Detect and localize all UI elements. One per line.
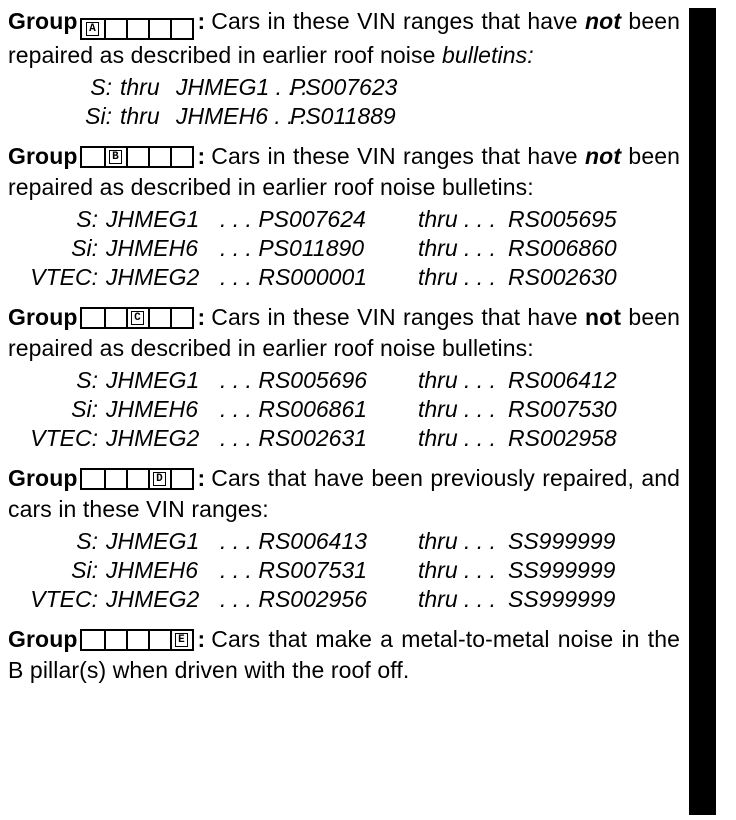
group-label: Group xyxy=(8,8,78,34)
group-letter-box xyxy=(82,20,104,38)
group-letter: B xyxy=(109,150,122,164)
model-label: Si: xyxy=(71,396,98,422)
vin-prefix: JHMEH6 xyxy=(106,557,199,583)
group-letter: E xyxy=(175,633,188,647)
empty-box xyxy=(104,20,126,38)
group-label: Group xyxy=(8,304,78,330)
empty-box xyxy=(104,309,126,327)
group-heading xyxy=(8,141,680,203)
vin-range-row xyxy=(8,366,680,395)
model-label: VTEC: xyxy=(30,425,98,451)
vin-range-row xyxy=(8,205,680,234)
group-label: Group xyxy=(8,143,78,169)
vin-start: . . . RS000001 xyxy=(220,264,368,290)
vin-start: . . . PS007624 xyxy=(220,206,366,232)
group-checkbox-row xyxy=(80,307,194,329)
group-checkbox-row xyxy=(80,146,194,168)
group-section xyxy=(8,463,680,614)
model-label: VTEC: xyxy=(30,264,98,290)
group-description-text: not xyxy=(585,8,622,34)
group-section xyxy=(8,624,680,686)
vin-range-row xyxy=(8,585,680,614)
empty-box xyxy=(148,309,170,327)
group-colon: : xyxy=(197,143,206,169)
thru-label: thru . . . xyxy=(418,425,496,451)
group-description-text: not xyxy=(585,304,622,330)
group-description-text: Cars that make a metal-to-metal noise in the B pillar(s) when driven with the roof off. xyxy=(8,626,680,683)
vin-prefix: JHMEG1 xyxy=(106,206,200,232)
group-letter-box xyxy=(126,309,148,327)
vin-end: RS002630 xyxy=(508,264,617,290)
group-section xyxy=(8,141,680,292)
vin-range-row xyxy=(8,73,680,102)
vin-end: SS999999 xyxy=(508,528,616,554)
group-letter-box xyxy=(148,470,170,488)
group-heading xyxy=(8,463,680,525)
vin-prefix: JHMEG1 xyxy=(106,528,200,554)
vin-prefix: JHMEG1 . . . xyxy=(176,74,308,100)
thru-label: thru . . . xyxy=(418,528,496,554)
margin-tab-mark xyxy=(691,408,705,434)
vin-prefix: JHMEG2 xyxy=(106,425,200,451)
vin-end: RS002958 xyxy=(508,425,617,451)
vin-end: RS005695 xyxy=(508,206,617,232)
group-description-text: been repaired as described in earlier roof noise bulletins: xyxy=(8,304,680,361)
vin-prefix: JHMEG2 xyxy=(106,264,200,290)
vin-prefix: JHMEG1 xyxy=(106,367,200,393)
empty-box xyxy=(170,309,192,327)
model-label: S: xyxy=(76,206,98,232)
group-heading xyxy=(8,624,680,686)
group-description-text: not xyxy=(585,143,622,169)
group-label: Group xyxy=(8,465,78,491)
thru-label: thru . . . xyxy=(418,206,496,232)
vin-end: PS007623 xyxy=(290,74,398,100)
thru-label: thru . . . xyxy=(418,586,496,612)
vin-range-row xyxy=(8,263,680,292)
empty-box xyxy=(148,631,170,649)
empty-box xyxy=(104,470,126,488)
empty-box xyxy=(148,20,170,38)
empty-box xyxy=(82,470,104,488)
vin-range-row xyxy=(8,424,680,453)
group-colon: : xyxy=(197,465,206,491)
vin-end: SS999999 xyxy=(508,557,616,583)
vin-start: . . . RS005696 xyxy=(220,367,368,393)
empty-box xyxy=(82,631,104,649)
empty-box xyxy=(170,20,192,38)
model-label: Si: xyxy=(71,235,98,261)
group-checkbox-row xyxy=(80,629,194,651)
vin-start: . . . RS002956 xyxy=(220,586,368,612)
group-letter: D xyxy=(153,472,166,486)
thru-label: thru . . . xyxy=(418,264,496,290)
group-checkbox-row xyxy=(80,18,194,40)
bulletin-page xyxy=(8,6,680,696)
thru-label: thru . . . xyxy=(418,557,496,583)
group-letter: C xyxy=(131,311,144,325)
vin-prefix: JHMEH6 xyxy=(106,396,199,422)
group-description-text: Cars in these VIN ranges that have xyxy=(211,143,586,169)
group-description-text: been repaired as described in earlier roof noise bulletins: xyxy=(8,143,680,200)
empty-box xyxy=(126,470,148,488)
group-letter-box xyxy=(170,631,192,649)
group-heading xyxy=(8,302,680,364)
vin-end: RS006412 xyxy=(508,367,617,393)
vin-range-row xyxy=(8,395,680,424)
group-description-text: Cars in these VIN ranges that have xyxy=(211,304,586,330)
group-colon: : xyxy=(197,304,206,330)
vin-start: . . . PS011890 xyxy=(220,235,365,261)
group-colon: : xyxy=(197,626,206,652)
vin-range-row xyxy=(8,556,680,585)
group-heading xyxy=(8,6,680,71)
group-description-text: bulletins: xyxy=(441,42,534,68)
vin-range-list xyxy=(8,527,680,614)
thru-label: thru . . . xyxy=(418,367,496,393)
group-colon: : xyxy=(197,8,206,34)
vin-end: RS007530 xyxy=(508,396,617,422)
thru-label: thru xyxy=(120,103,160,129)
model-label: Si: xyxy=(85,103,112,129)
vin-end: RS006860 xyxy=(508,235,617,261)
thru-label: thru xyxy=(120,74,160,100)
group-description-text: Cars in these VIN ranges that have xyxy=(211,8,586,34)
vin-range-row xyxy=(8,527,680,556)
group-label: Group xyxy=(8,626,78,652)
group-checkbox-row xyxy=(80,468,194,490)
vin-end: PS011889 xyxy=(290,103,396,129)
vin-end: SS999999 xyxy=(508,586,616,612)
model-label: S: xyxy=(90,74,112,100)
vin-range-list xyxy=(8,205,680,292)
thru-label: thru . . . xyxy=(418,235,496,261)
vin-start: . . . RS006861 xyxy=(220,396,368,422)
vin-prefix: JHMEH6 . . . xyxy=(176,103,307,129)
vin-range-row xyxy=(8,102,680,131)
model-label: VTEC: xyxy=(30,586,98,612)
vin-start: . . . RS006413 xyxy=(220,528,368,554)
group-description-text: been repaired as described in earlier roof noise xyxy=(8,8,680,68)
vin-start: . . . RS007531 xyxy=(220,557,368,583)
empty-box xyxy=(104,631,126,649)
empty-box xyxy=(148,148,170,166)
model-label: S: xyxy=(76,367,98,393)
empty-box xyxy=(126,631,148,649)
empty-box xyxy=(82,309,104,327)
model-label: Si: xyxy=(71,557,98,583)
empty-box xyxy=(170,148,192,166)
group-description-text: Cars that have been previously repaired, and cars in these VIN ranges: xyxy=(8,465,680,522)
thru-label: thru . . . xyxy=(418,396,496,422)
group-section xyxy=(8,302,680,453)
vin-range-list xyxy=(8,73,680,131)
empty-box xyxy=(82,148,104,166)
empty-box xyxy=(126,148,148,166)
empty-box xyxy=(170,470,192,488)
group-letter-box xyxy=(104,148,126,166)
vin-range-row xyxy=(8,234,680,263)
vin-prefix: JHMEH6 xyxy=(106,235,199,261)
vin-range-list xyxy=(8,366,680,453)
group-letter: A xyxy=(86,22,99,36)
vin-start: . . . RS002631 xyxy=(220,425,368,451)
model-label: S: xyxy=(76,528,98,554)
vin-prefix: JHMEG2 xyxy=(106,586,200,612)
group-section xyxy=(8,6,680,131)
empty-box xyxy=(126,20,148,38)
